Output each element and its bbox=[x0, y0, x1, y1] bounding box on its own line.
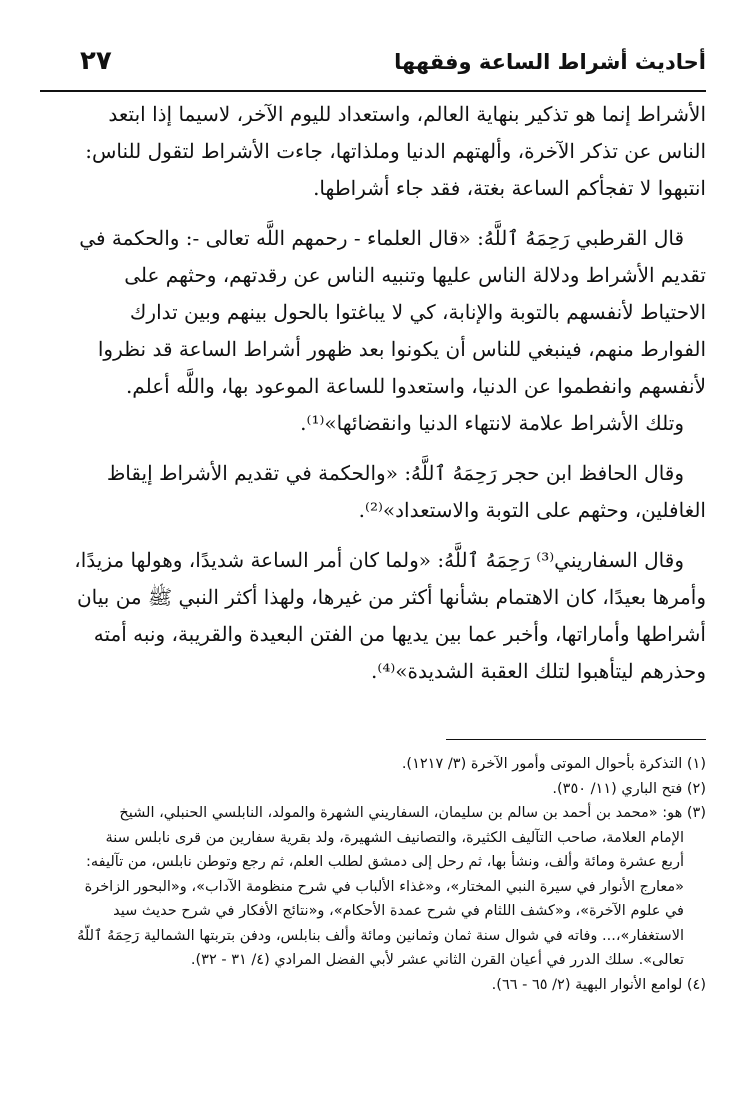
footnote-line: «معارج الأنوار في سيرة النبي المختار»، و«غذاء الألباب في شرح منظومة الآداب»، و«البحور الزاخرة bbox=[84, 878, 684, 895]
footnote-separator bbox=[446, 739, 706, 740]
text-line: الناس عن تذكر الآخرة، وألهتهم الدنيا وملذاتها، جاءت الأشراط لتقول للناس: bbox=[85, 139, 706, 163]
text-line: أشراطها وأماراتها، وأخبر عما بين يديها من الفتن البعيدة والقريبة، ونبه أمته bbox=[93, 622, 706, 646]
paragraph bbox=[38, 542, 706, 690]
text-line: تقديم الأشراط ودلالة الناس عليها وتنبيه الناس عن رقدتهم، وحثهم على bbox=[124, 263, 706, 287]
text-line: انتبهوا لا تفجأكم الساعة بغتة، فقد جاء أشراطها. bbox=[313, 176, 706, 200]
footnote-line: تعالى». سلك الدرر في أعيان القرن الثاني عشر لأبي الفضل المرادي (٤/ ٣١ - ٣٢). bbox=[190, 952, 684, 968]
footnote-line: أربع عشرة ومائة وألف، ونشأ بها، ثم رحل إلى دمشق لطلب العلم، ثم رجع وتوطن نابلس، من تآليفه: bbox=[86, 854, 684, 870]
footnotes bbox=[38, 752, 706, 997]
text-line: وقال السفاريني⁽³⁾ رَحِمَهُ ٱللَّهُ: «ولما كان أمر الساعة شديدًا، وهولها مزيدًا، bbox=[74, 548, 684, 572]
text-line: وتلك الأشراط علامة لانتهاء الدنيا وانقضائها»⁽¹⁾. bbox=[300, 411, 684, 435]
main-text bbox=[38, 96, 706, 690]
footnote-line: الاستغفار»،... وفاته في شوال سنة ثمان وثمانين ومائة وألف بنابلس، ودفن بتربتها الشمالية رَحِمَهُ ٱللَّهُ bbox=[77, 927, 684, 944]
text-line: وأمرها بعيدًا، كان الاهتمام بشأنها أكثر من غيرها، ولهذا أكثر النبي ﷺ من بيان bbox=[76, 585, 706, 609]
text-line: الفوارط منهم، فينبغي للناس أن يكونوا بعد ظهور أشراط الساعة قد نظروا bbox=[97, 337, 706, 361]
page-header bbox=[40, 40, 706, 92]
text-line: لأنفسهم وانفطموا عن الدنيا، واستعدوا للساعة الموعود بها، واللَّه أعلم. bbox=[125, 374, 706, 398]
footnote-line: (٣) هو: «محمد بن أحمد بن سالم بن سليمان، السفاريني الشهرة والمولد، النابلسي الحنبلي، الشيخ bbox=[119, 805, 706, 821]
text-line: الاحتياط لأنفسهم بالتوبة والإنابة، كي لا يباغتوا بالحول بينهم وبين تدارك bbox=[129, 300, 706, 324]
text-line: وقال الحافظ ابن حجر رَحِمَهُ ٱللَّهُ: «والحكمة في تقديم الأشراط إيقاظ bbox=[106, 461, 684, 485]
footnote-line: (٤) لوامع الأنوار البهية (٢/ ٦٥ - ٦٦). bbox=[491, 976, 706, 993]
paragraph bbox=[38, 96, 706, 207]
footnote-line: الإمام العلامة، صاحب التآليف الكثيرة، والتصانيف الشهيرة، ولد بقرية سفارين من قرى نابلس سنة bbox=[105, 829, 684, 846]
text-line: الغافلين، وحثهم على التوبة والاستعداد»⁽²⁾. bbox=[358, 498, 706, 522]
text-line: وحذرهم ليتأهبوا لتلك العقبة الشديدة»⁽⁴⁾. bbox=[371, 659, 706, 683]
running-title: أحاديث أشراط الساعة وفقهها bbox=[394, 50, 706, 74]
footnote-line: (١) التذكرة بأحوال الموتى وأمور الآخرة (٣/ ١٢١٧). bbox=[401, 756, 706, 772]
text-line: قال القرطبي رَحِمَهُ ٱللَّهُ: «قال العلماء - رحمهم اللَّه تعالى -: والحكمة في bbox=[79, 226, 684, 250]
footnote-line: في علوم الآخرة»، و«كشف اللثام في شرح عمدة الأحكام»، و«نتائج الأفكار في شرح حديث سيد bbox=[113, 903, 684, 919]
paragraph bbox=[38, 220, 706, 442]
footnote-line: (٢) فتح الباري (١١/ ٣٥٠). bbox=[552, 780, 706, 797]
page-number: ٢٧ bbox=[80, 46, 112, 76]
paragraph bbox=[38, 455, 706, 529]
text-line: الأشراط إنما هو تذكير بنهاية العالم، واستعداد لليوم الآخر، لاسيما إذا ابتعد bbox=[108, 102, 706, 126]
